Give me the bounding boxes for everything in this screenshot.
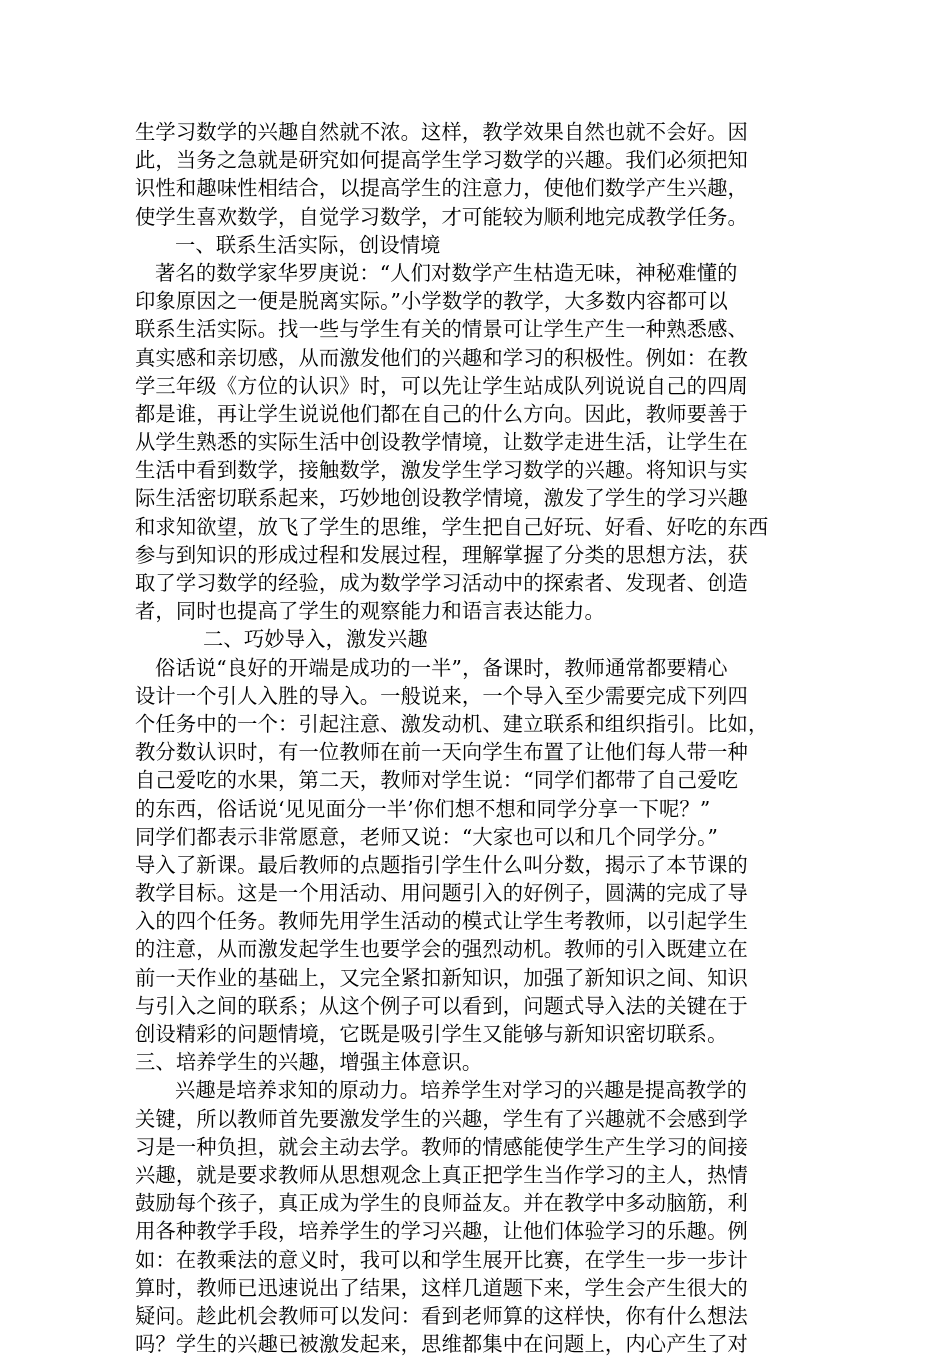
text-line: 际生活密切联系起来，巧妙地创设教学情境，激发了学生的学习兴趣 [135,486,748,511]
text-line: 都是谁，再让学生说说他们都在自己的什么方向。因此，教师要善于 [135,401,748,426]
text-line: 学三年级《方位的认识》时，可以先让学生站成队列说说自己的四周 [135,373,748,398]
text-line: 创设精彩的问题情境，它既是吸引学生又能够与新知识密切联系。 [135,1022,728,1046]
text-line: 者，同时也提高了学生的观察能力和语言表达能力。 [135,599,605,624]
text-line: 生学习数学的兴趣自然就不浓。这样，教学效果自然也就不会好。因 [135,120,748,144]
text-line: 联系生活实际。找一些与学生有关的情景可让学生产生一种熟悉感、 [135,317,748,342]
text-line: 设计一个引人入胜的导入。一般说来，一个导入至少需要完成下列四 [135,683,748,708]
text-line: 与引入之间的联系；从这个例子可以看到，问题式导入法的关键在于 [135,993,748,1018]
text-line: 参与到知识的形成过程和发展过程，理解掌握了分类的思想方法，获 [135,542,748,567]
text-line: 兴趣，就是要求教师从思想观念上真正把学生当作学习的主人，热情 [135,1162,748,1187]
text-line: 兴趣是培养求知的原动力。培养学生对学习的兴趣是提高教学的 [175,1078,748,1103]
text-line: 俗话说“良好的开端是成功的一半”，备课时，教师通常都要精心 [155,655,728,680]
text-line: 吗？学生的兴趣已被激发起来，思维都集中在问题上，内心产生了对 [135,1332,748,1357]
text-line: 个任务中的一个：引起注意、激发动机、建立联系和组织指引。比如， [135,711,769,736]
text-line: 如：在教乘法的意义时，我可以和学生展开比赛，在学生一步一步计 [135,1247,748,1272]
text-line: 鼓励每个孩子，真正成为学生的良师益友。并在教学中多动脑筋，利 [135,1191,748,1216]
text-line: 用各种教学手段，培养学生的学习兴趣，让他们体验学习的乐趣。例 [135,1219,748,1244]
text-line: 使学生喜欢数学，自觉学习数学，才可能较为顺利地完成教学任务。 [135,204,748,229]
text-line: 的东西，俗话说‘见见面分一半’你们想不想和同学分享一下呢？” [135,796,711,821]
text-line: 真实感和亲切感，从而激发他们的兴趣和学习的积极性。例如：在教 [135,345,748,370]
text-line: 著名的数学家华罗庚说：“人们对数学产生枯造无味，神秘难懂的 [155,260,738,285]
text-line: 自己爱吃的水果，第二天，教师对学生说：“同学们都带了自己爱吃 [135,768,739,793]
text-line: 关键，所以教师首先要激发学生的兴趣，学生有了兴趣就不会感到学 [135,1106,748,1131]
document-page [135,118,815,1358]
text-line: 取了学习数学的经验，成为数学学习活动中的探索者、发现者、创造 [135,571,748,595]
document-body [135,118,815,1358]
text-line: 生活中看到数学，接触数学，激发学生学习数学的兴趣。将知识与实 [135,458,748,483]
text-line: 同学们都表示非常愿意，老师又说：“大家也可以和几个同学分。” [135,824,718,849]
text-line: 一、联系生活实际，创设情境 [175,232,441,257]
text-line: 入的四个任务。教师先用学生活动的模式让学生考教师，以引起学生 [135,909,748,934]
text-line: 二、巧妙导入，激发兴趣 [203,627,428,652]
text-line: 教分数认识时，有一位教师在前一天向学生布置了让他们每人带一种 [135,740,748,765]
text-line: 此，当务之急就是研究如何提高学生学习数学的兴趣。我们必须把知 [135,148,748,173]
text-line: 和求知欲望，放飞了学生的思维，学生把自己好玩、好看、好吃的东西 [135,514,769,539]
text-line: 导入了新课。最后教师的点题指引学生什么叫分数，揭示了本节课的 [135,852,748,877]
text-line: 三、培养学生的兴趣，增强主体意识。 [135,1050,483,1075]
text-line: 疑问。趁此机会教师可以发问：看到老师算的这样快，你有什么想法 [135,1303,748,1328]
text-line: 习是一种负担，就会主动去学。教师的情感能使学生产生学习的间接 [135,1134,748,1159]
text-line: 教学目标。这是一个用活动、用问题引入的好例子，圆满的完成了导 [135,881,748,906]
text-line: 从学生熟悉的实际生活中创设教学情境，让数学走进生活，让学生在 [135,430,748,455]
text-line: 的注意，从而激发起学生也要学会的强烈动机。教师的引入既建立在 [135,937,748,962]
text-line: 识性和趣味性相结合，以提高学生的注意力，使他们数学产生兴趣， [135,176,748,201]
text-line: 算时，教师已迅速说出了结果，这样几道题下来，学生会产生很大的 [135,1275,748,1300]
text-line: 印象原因之一便是脱离实际。”小学数学的教学，大多数内容都可以 [135,289,728,314]
text-line: 前一天作业的基础上，又完全紧扣新知识，加强了新知识之间、知识 [135,965,748,990]
